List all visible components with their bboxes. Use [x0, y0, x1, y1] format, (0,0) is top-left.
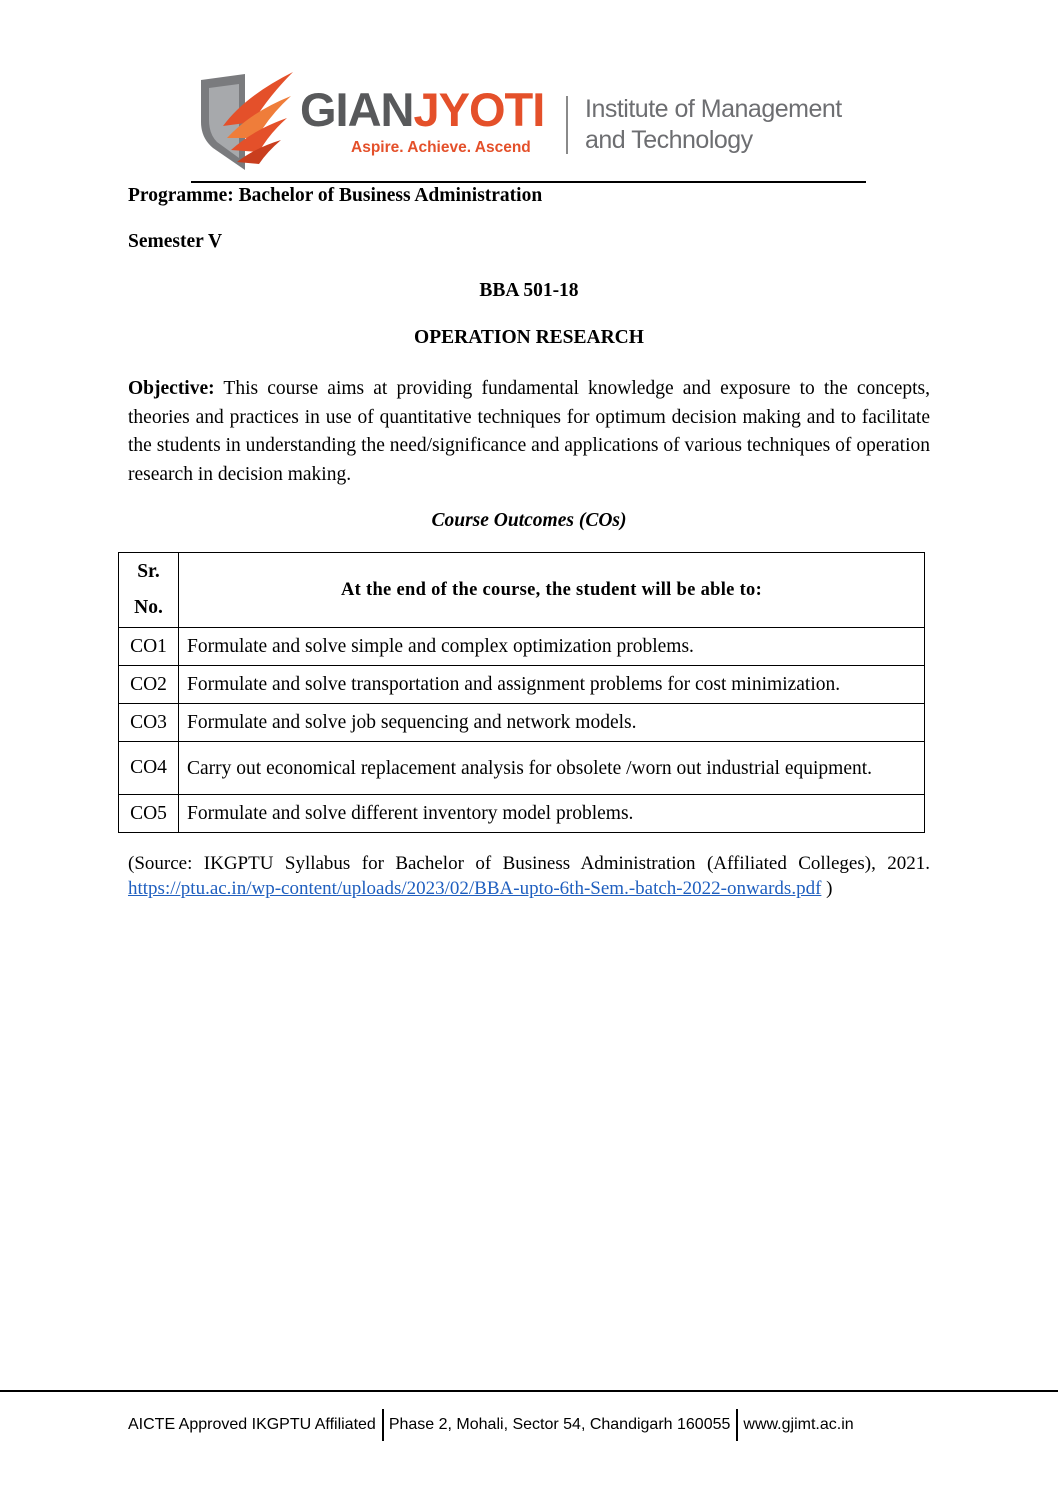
course-outcomes-title: Course Outcomes (COs): [431, 510, 627, 531]
sr-no-header-line1: Sr.: [137, 561, 160, 582]
co-description: Formulate and solve simple and complex optimization problems.: [179, 628, 925, 666]
source-citation: [128, 851, 930, 901]
footer-divider: [382, 1409, 384, 1441]
institute-name-line2: and Technology: [585, 126, 753, 154]
co-number: CO2: [119, 666, 179, 704]
table-row: [119, 795, 925, 833]
brand-name: [300, 83, 545, 136]
description-header: At the end of the course, the student will be able to:: [179, 553, 925, 628]
objective-text: This course aims at providing fundamental knowledge and exposure to the concepts, theories and practices in use of quantitative techniques for optimum decision making and to facilitate the students in understanding the need/significance and applications of various techniques of operation research in decision making.: [128, 378, 930, 485]
footer-divider: [736, 1409, 738, 1441]
institute-name: [585, 94, 842, 156]
table-row: [119, 666, 925, 704]
header-rule: [191, 181, 866, 183]
footer: [128, 1409, 854, 1441]
co-description: Formulate and solve transportation and assignment problems for cost minimization.: [179, 666, 925, 704]
brand-name-part1: GIAN: [300, 83, 414, 136]
objective-paragraph: [128, 375, 930, 489]
institute-name-line1: Institute of Management: [585, 95, 842, 123]
semester-heading: Semester V: [128, 231, 223, 252]
shield-logo-icon: [193, 66, 298, 178]
table-row: [119, 742, 925, 795]
co-number: CO1: [119, 628, 179, 666]
brand-name-part2: JYOTI: [413, 83, 545, 136]
co-description: Carry out economical replacement analysis for obsolete /worn out industrial equipment.: [179, 742, 925, 795]
course-title: OPERATION RESEARCH: [414, 327, 644, 348]
footer-rule: [0, 1390, 1058, 1392]
course-code: BBA 501-18: [479, 280, 579, 301]
objective-label: Objective:: [128, 378, 215, 399]
co-number: CO3: [119, 704, 179, 742]
co-description: Formulate and solve job sequencing and network models.: [179, 704, 925, 742]
source-text: (Source: IKGPTU Syllabus for Bachelor of Business Administration (Affiliated Colleges), 2021.: [128, 853, 930, 874]
footer-address: Phase 2, Mohali, Sector 54, Chandigarh 160055: [388, 1416, 731, 1433]
co-number: CO5: [119, 795, 179, 833]
letterhead: [0, 0, 1058, 190]
brand-tagline: Aspire. Achieve. Ascend: [351, 139, 531, 156]
co-number: CO4: [119, 742, 179, 795]
sr-no-header: [119, 553, 179, 628]
table-header-row: [119, 553, 925, 628]
footer-website: www.gjimt.ac.in: [743, 1416, 854, 1433]
table-row: [119, 628, 925, 666]
header-divider: [566, 96, 568, 154]
programme-heading: Programme: Bachelor of Business Administration: [128, 185, 543, 206]
source-link[interactable]: https://ptu.ac.in/wp-content/uploads/2023/02/BBA-upto-6th-Sem.-batch-2022-onwards.pdf: [128, 878, 822, 899]
footer-affiliation: AICTE Approved IKGPTU Affiliated: [128, 1416, 376, 1433]
course-outcomes-table: [118, 552, 925, 833]
source-closing: ): [821, 878, 833, 899]
sr-no-header-line2: No.: [134, 597, 163, 618]
table-row: [119, 704, 925, 742]
co-description: Formulate and solve different inventory model problems.: [179, 795, 925, 833]
